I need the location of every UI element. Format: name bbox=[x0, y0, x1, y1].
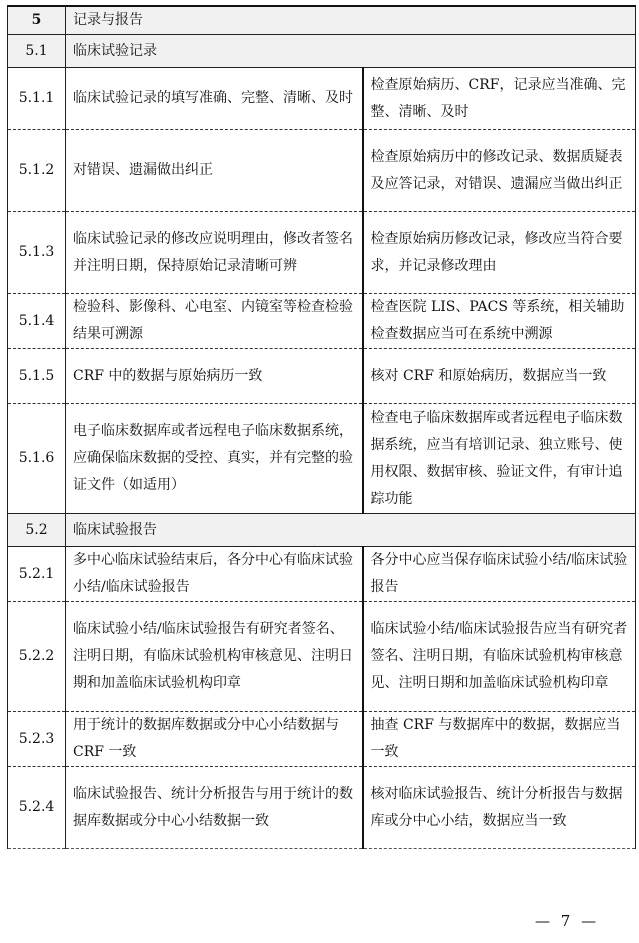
check-method-cell: 临床试验小结/临床试验报告应当有研究者签名、注明日期，有临床试验机构审核意见、注明日期和加盖临床试验机构印章 bbox=[363, 602, 636, 712]
requirement-cell: 电子临床数据库或者远程电子临床数据系统，应确保临床数据的受控、真实，并有完整的验证文件（如适用） bbox=[66, 404, 363, 514]
check-method-cell: 检查医院 LIS、PACS 等系统，相关辅助检查数据应当可在系统中溯源 bbox=[363, 294, 636, 349]
check-method-cell: 各分中心应当保存临床试验小结/临床试验报告 bbox=[363, 547, 636, 602]
chapter-number: 5 bbox=[8, 6, 66, 35]
requirement-cell: 临床试验记录的修改应说明理由，修改者签名并注明日期，保持原始记录清晰可辨 bbox=[66, 212, 363, 294]
item-number: 5.1.3 bbox=[8, 212, 66, 294]
item-number: 5.2.2 bbox=[8, 602, 66, 712]
item-number: 5.1.4 bbox=[8, 294, 66, 349]
table-row bbox=[8, 349, 636, 404]
requirements-table bbox=[7, 5, 636, 849]
chapter-header-row bbox=[8, 6, 636, 35]
table-row bbox=[8, 712, 636, 767]
section-header-row bbox=[8, 35, 636, 68]
section-header-row bbox=[8, 514, 636, 547]
check-method-cell: 检查原始病历中的修改记录、数据质疑表及应答记录，对错误、遗漏应当做出纠正 bbox=[363, 130, 636, 212]
item-number: 5.1.5 bbox=[8, 349, 66, 404]
table-row bbox=[8, 212, 636, 294]
requirement-cell: 检验科、影像科、心电室、内镜室等检查检验结果可溯源 bbox=[66, 294, 363, 349]
check-method-cell: 检查原始病历修改记录，修改应当符合要求，并记录修改理由 bbox=[363, 212, 636, 294]
chapter-title: 记录与报告 bbox=[66, 6, 636, 35]
table-row bbox=[8, 294, 636, 349]
section-title: 临床试验记录 bbox=[66, 35, 636, 68]
table-row bbox=[8, 547, 636, 602]
check-method-cell: 检查原始病历、CRF，记录应当准确、完整、清晰、及时 bbox=[363, 68, 636, 130]
requirement-cell: 临床试验记录的填写准确、完整、清晰、及时 bbox=[66, 68, 363, 130]
item-number: 5.2.3 bbox=[8, 712, 66, 767]
requirement-cell: 多中心临床试验结束后，各分中心有临床试验小结/临床试验报告 bbox=[66, 547, 363, 602]
item-number: 5.1.2 bbox=[8, 130, 66, 212]
requirement-cell: 对错误、遗漏做出纠正 bbox=[66, 130, 363, 212]
check-method-cell: 核对临床试验报告、统计分析报告与数据库或分中心小结，数据应当一致 bbox=[363, 767, 636, 849]
requirement-cell: CRF 中的数据与原始病历一致 bbox=[66, 349, 363, 404]
section-number: 5.1 bbox=[8, 35, 66, 68]
table-row bbox=[8, 602, 636, 712]
check-method-cell: 抽查 CRF 与数据库中的数据，数据应当一致 bbox=[363, 712, 636, 767]
requirement-cell: 临床试验小结/临床试验报告有研究者签名、注明日期，有临床试验机构审核意见、注明日期和加盖临床试验机构印章 bbox=[66, 602, 363, 712]
requirements-table-body bbox=[8, 6, 636, 849]
table-row bbox=[8, 130, 636, 212]
table-row bbox=[8, 404, 636, 514]
table-row bbox=[8, 767, 636, 849]
item-number: 5.1.1 bbox=[8, 68, 66, 130]
item-number: 5.2.1 bbox=[8, 547, 66, 602]
check-method-cell: 检查电子临床数据库或者远程电子临床数据系统，应当有培训记录、独立账号、使用权限、数据审核、验证文件，有审计追踪功能 bbox=[363, 404, 636, 514]
check-method-cell: 核对 CRF 和原始病历，数据应当一致 bbox=[363, 349, 636, 404]
item-number: 5.1.6 bbox=[8, 404, 66, 514]
section-number: 5.2 bbox=[8, 514, 66, 547]
page-number: — 7 — bbox=[535, 912, 600, 930]
item-number: 5.2.4 bbox=[8, 767, 66, 849]
table-row bbox=[8, 68, 636, 130]
requirement-cell: 用于统计的数据库数据或分中心小结数据与 CRF 一致 bbox=[66, 712, 363, 767]
section-title: 临床试验报告 bbox=[66, 514, 636, 547]
requirement-cell: 临床试验报告、统计分析报告与用于统计的数据库数据或分中心小结数据一致 bbox=[66, 767, 363, 849]
